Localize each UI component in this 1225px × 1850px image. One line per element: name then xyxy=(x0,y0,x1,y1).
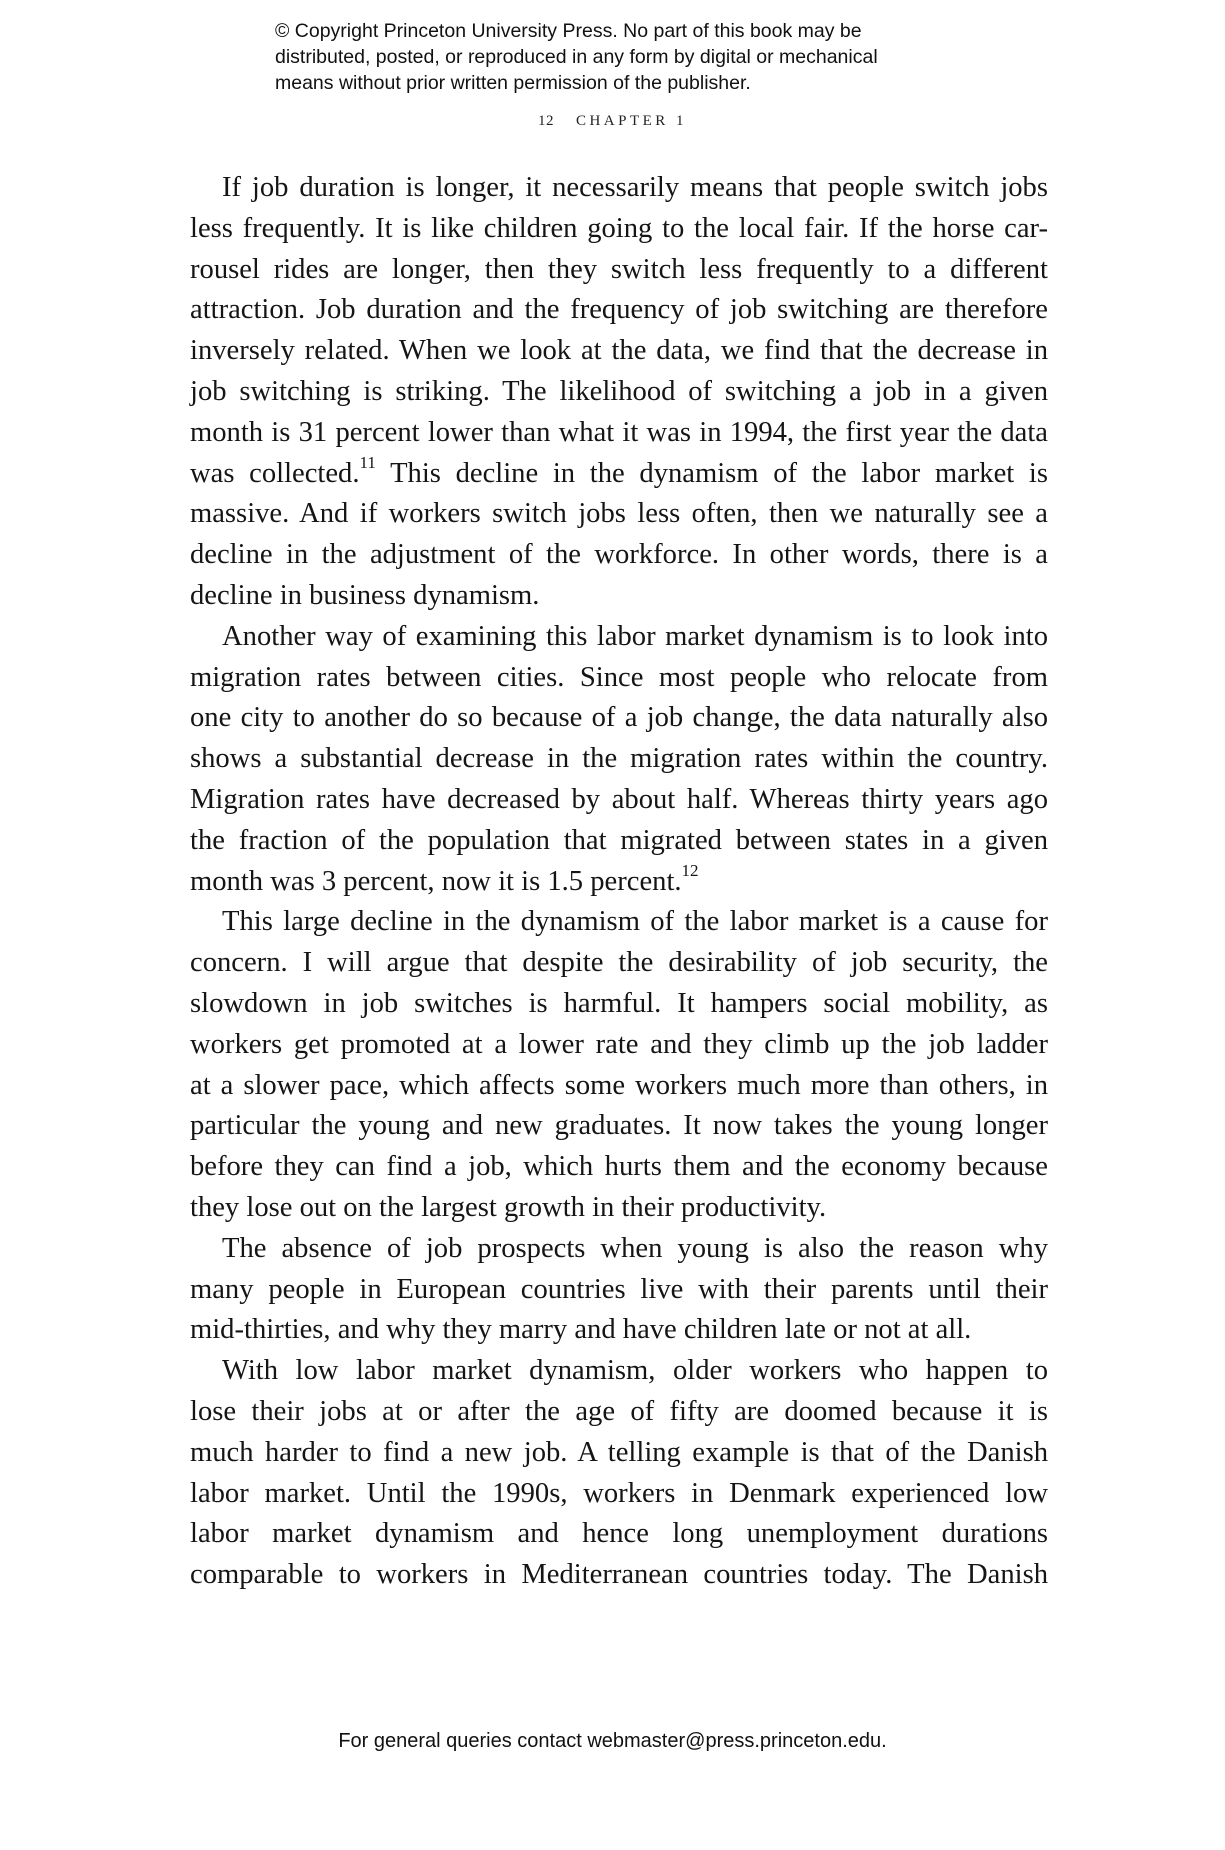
text-line: This large decline in the dynamism of the labor market is a cause for xyxy=(222,906,1048,938)
text-line: workers get promoted at a lower rate and they climb up the job ladder xyxy=(190,1028,1048,1060)
text-line: less frequently. It is like children going to the local fair. If the horse car- xyxy=(190,212,1048,244)
text-line xyxy=(190,454,1048,495)
text-line: migration rates between cities. Since most people who relocate from xyxy=(190,661,1048,693)
text-line: labor market. Until the 1990s, workers in Denmark experienced low xyxy=(190,1477,1048,1509)
text-line: much harder to find a new job. A telling example is that of the Danish xyxy=(190,1436,1048,1468)
text-line: at a slower pace, which affects some workers much more than others, in xyxy=(190,1069,1048,1101)
chapter-label: CHAPTER 1 xyxy=(575,113,688,129)
text-line: massive. And if workers switch jobs less often, then we naturally see a xyxy=(190,498,1048,530)
copyright-line: means without prior written permission of the publisher. xyxy=(275,72,751,94)
text-segment: was collected. xyxy=(190,457,360,489)
text-line: concern. I will argue that despite the desirability of job security, the xyxy=(190,947,1048,979)
text-line: comparable to workers in Mediterranean countries today. The Danish xyxy=(190,1559,1048,1591)
body-text xyxy=(190,168,1048,1596)
text-line: they lose out on the largest growth in their productivity. xyxy=(190,1191,827,1223)
text-line: decline in the adjustment of the workforce. In other words, there is a xyxy=(190,539,1048,571)
footnote-marker[interactable]: 12 xyxy=(681,861,699,881)
text-line: job switching is striking. The likelihood of switching a job in a given xyxy=(190,375,1048,407)
text-line: The absence of job prospects when young is also the reason why xyxy=(222,1232,1048,1264)
footnote-marker[interactable]: 11 xyxy=(359,453,376,473)
paragraph xyxy=(190,168,1048,617)
text-line: inversely related. When we look at the data, we find that the decrease in xyxy=(190,335,1048,367)
page-number: 12 xyxy=(537,113,554,129)
copyright-notice xyxy=(275,18,995,96)
paragraph xyxy=(190,902,1048,1228)
text-line: many people in European countries live with their parents until their xyxy=(190,1273,1048,1305)
text-line: slowdown in job switches is harmful. It hampers social mobility, as xyxy=(190,987,1048,1019)
text-line: lose their jobs at or after the age of fifty are doomed because it is xyxy=(190,1395,1048,1427)
text-line: If job duration is longer, it necessarily means that people switch jobs xyxy=(222,172,1048,203)
copyright-line: distributed, posted, or reproduced in any form by digital or mechanical xyxy=(275,46,878,68)
text-line: shows a substantial decrease in the migration rates within the country. xyxy=(190,743,1048,775)
text-line: decline in business dynamism. xyxy=(190,579,540,611)
text-segment: This decline in the dynamism of the labor market is xyxy=(375,457,1048,489)
copyright-line: © Copyright Princeton University Press. No part of this book may be xyxy=(275,20,862,42)
text-line: labor market dynamism and hence long unemployment durations xyxy=(190,1518,1048,1550)
text-line: before they can find a job, which hurts them and the economy because xyxy=(190,1151,1048,1183)
text-line: mid-thirties, and why they marry and have children late or not at all. xyxy=(190,1314,972,1346)
footer-contact: For general queries contact webmaster@press.princeton.edu. xyxy=(338,1730,887,1752)
paragraph xyxy=(190,1351,1048,1596)
text-line: month is 31 percent lower than what it was in 1994, the first year the data xyxy=(190,416,1048,448)
paragraph xyxy=(190,617,1048,903)
text-line: particular the young and new graduates. It now takes the young longer xyxy=(190,1110,1048,1142)
text-segment: month was 3 percent, now it is 1.5 percent. xyxy=(190,865,682,897)
text-line: rousel rides are longer, then they switch less frequently to a different xyxy=(190,253,1048,285)
text-line: Migration rates have decreased by about half. Whereas thirty years ago xyxy=(190,783,1048,815)
text-line: With low labor market dynamism, older workers who happen to xyxy=(222,1355,1048,1387)
text-line xyxy=(190,862,1048,903)
running-head xyxy=(0,113,1225,130)
text-line: Another way of examining this labor market dynamism is to look into xyxy=(222,620,1048,652)
text-line: the fraction of the population that migrated between states in a given xyxy=(190,824,1048,856)
text-line: attraction. Job duration and the frequency of job switching are therefore xyxy=(190,294,1048,326)
text-line: one city to another do so because of a job change, the data naturally also xyxy=(190,702,1048,734)
paragraph xyxy=(190,1229,1048,1351)
